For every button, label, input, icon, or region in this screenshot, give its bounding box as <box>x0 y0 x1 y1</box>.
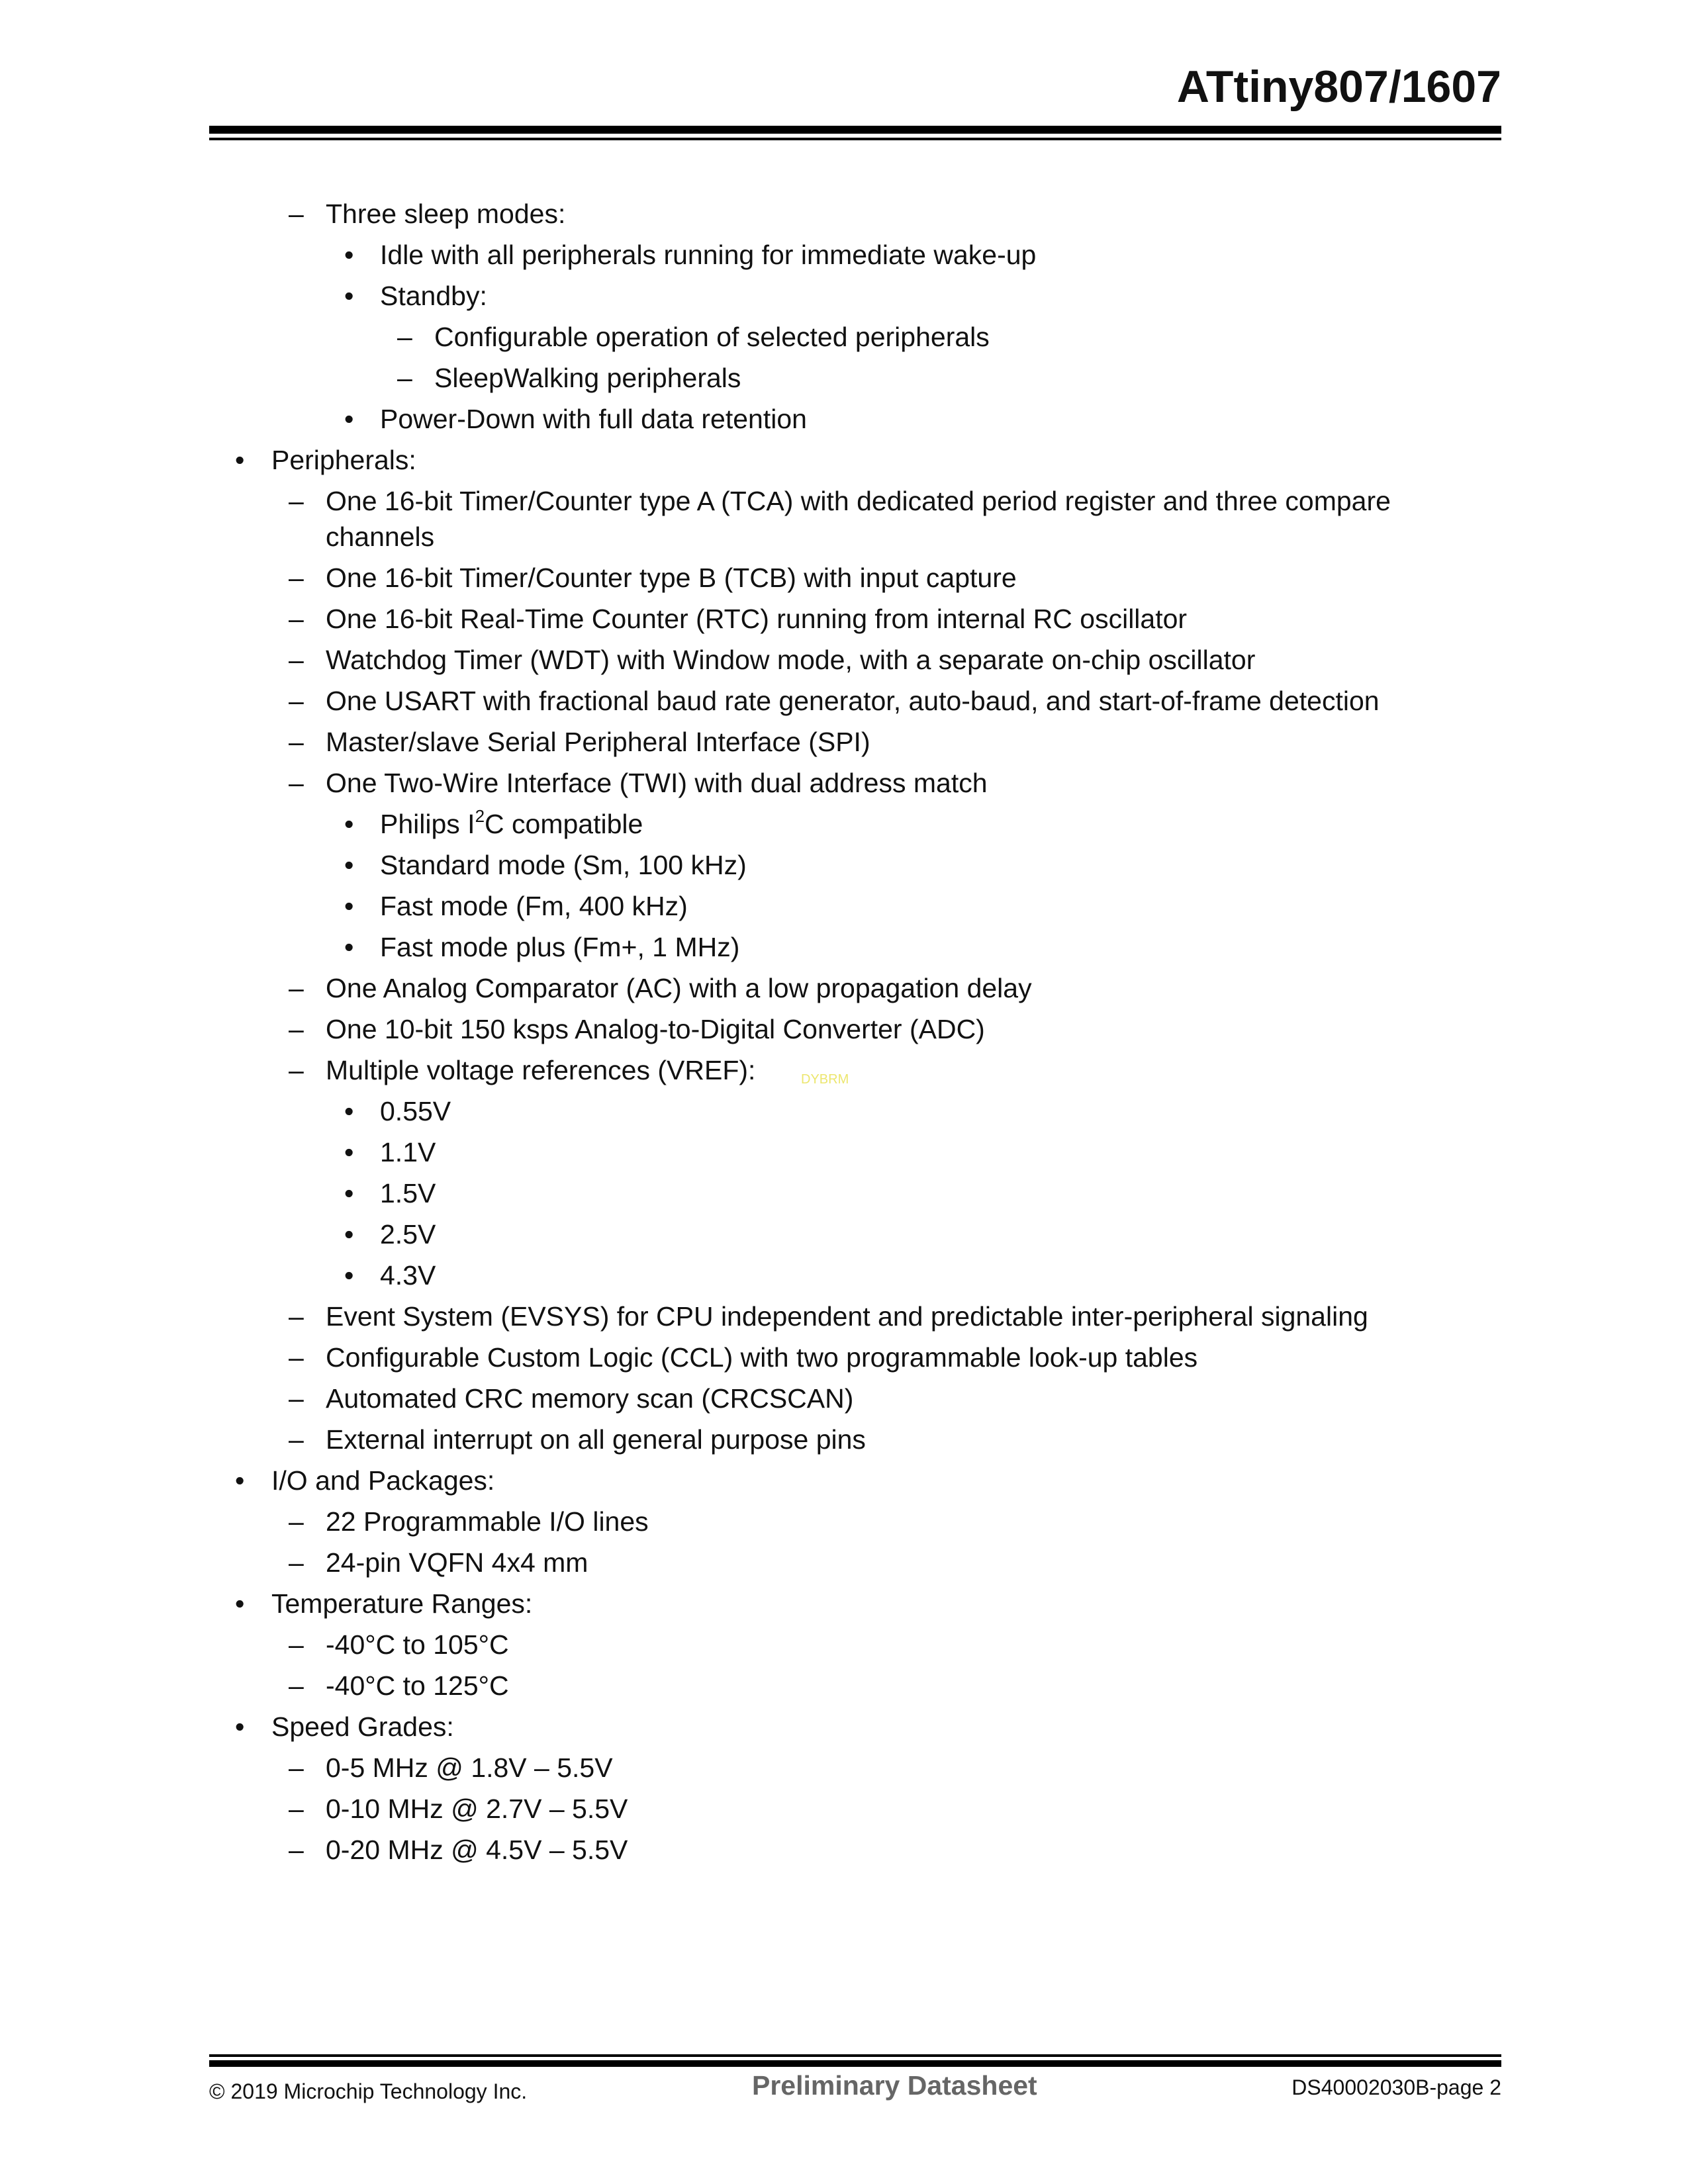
list-item <box>0 275 1688 316</box>
list-item-text: Event System (EVSYS) for CPU independent and predictable inter-peripheral signaling <box>326 1301 1368 1332</box>
list-item <box>0 803 1688 844</box>
list-item-text <box>380 803 643 844</box>
dash-icon: – <box>289 1835 304 1865</box>
list-item <box>0 1132 1688 1173</box>
list-item-text: Automated CRC memory scan (CRCSCAN) <box>326 1383 854 1414</box>
list-item <box>0 439 1688 480</box>
watermark-stamp: DYBRM <box>801 1072 849 1087</box>
list-item <box>0 1091 1688 1132</box>
superscript: 2 <box>475 806 485 827</box>
list-item <box>0 1296 1688 1337</box>
list-item <box>0 639 1688 680</box>
footer-status: Preliminary Datasheet <box>752 2070 1037 2101</box>
list-item-text: Fast mode (Fm, 400 kHz) <box>380 891 688 921</box>
list-item <box>0 598 1688 639</box>
list-item-text: Watchdog Timer (WDT) with Window mode, with a separate on-chip oscillator <box>326 645 1256 675</box>
bullet-icon: • <box>344 1178 354 1208</box>
bullet-icon: • <box>344 1260 354 1291</box>
list-item <box>0 1624 1688 1665</box>
footer-copyright: © 2019 Microchip Technology Inc. <box>209 2079 528 2103</box>
dash-icon: – <box>289 1424 304 1455</box>
bullet-icon: • <box>344 809 354 839</box>
document-title: ATtiny807/1607 <box>1176 62 1501 112</box>
list-item-text: 1.5V <box>380 1178 436 1208</box>
list-item-text: 22 Programmable I/O lines <box>326 1506 649 1537</box>
list-item <box>0 1009 1688 1050</box>
bullet-icon: • <box>235 1465 245 1496</box>
list-item <box>0 886 1688 927</box>
list-item-text: Standby: <box>380 281 487 311</box>
list-item <box>0 193 1688 234</box>
list-item-text: One Analog Comparator (AC) with a low propagation delay <box>326 973 1032 1003</box>
list-item <box>0 557 1688 598</box>
list-item-text: Master/slave Serial Peripheral Interface (SPI) <box>326 727 870 757</box>
list-item <box>0 1665 1688 1706</box>
list-item-text: SleepWalking peripherals <box>434 363 741 393</box>
list-item <box>0 1501 1688 1542</box>
footer-rule-thin <box>209 2054 1501 2057</box>
bullet-icon: • <box>344 891 354 921</box>
bullet-icon: • <box>344 1137 354 1167</box>
list-item <box>0 844 1688 886</box>
dash-icon: – <box>289 1014 304 1044</box>
list-item-text: One 16-bit Real-Time Counter (RTC) running from internal RC oscillator <box>326 604 1188 634</box>
dash-icon: – <box>289 645 304 675</box>
list-item <box>0 721 1688 762</box>
footer-rule-thick <box>209 2060 1501 2067</box>
list-item-text: 0-10 MHz @ 2.7V – 5.5V <box>326 1794 628 1824</box>
feature-list <box>0 193 1688 1870</box>
dash-icon: – <box>289 604 304 634</box>
list-item <box>0 680 1688 721</box>
list-item-text: Three sleep modes: <box>326 199 566 229</box>
bullet-icon: • <box>344 932 354 962</box>
list-item-text: External interrupt on all general purpose pins <box>326 1424 866 1455</box>
list-item <box>0 1542 1688 1583</box>
dash-icon: – <box>289 1506 304 1537</box>
dash-icon: – <box>289 768 304 798</box>
list-item-text: 0-5 MHz @ 1.8V – 5.5V <box>326 1752 613 1783</box>
dash-icon: – <box>289 563 304 593</box>
dash-icon: – <box>289 486 304 516</box>
list-item <box>0 1214 1688 1255</box>
dash-icon: – <box>289 1670 304 1701</box>
list-item <box>0 1255 1688 1296</box>
list-item-text-part: C compatible <box>485 809 643 839</box>
dash-icon: – <box>289 727 304 757</box>
list-item <box>0 1460 1688 1501</box>
list-item-text: I/O and Packages: <box>271 1465 495 1496</box>
list-item <box>0 398 1688 439</box>
list-item-text: One USART with fractional baud rate generator, auto-baud, and start-of-frame detection <box>326 686 1380 716</box>
dash-icon: – <box>289 1752 304 1783</box>
dash-icon: – <box>289 1342 304 1373</box>
bullet-icon: • <box>235 1711 245 1742</box>
bullet-icon: • <box>344 850 354 880</box>
list-item <box>0 480 1688 557</box>
list-item <box>0 1706 1688 1747</box>
list-item-text-part: Philips I <box>380 809 475 839</box>
list-item-text: Configurable operation of selected peripherals <box>434 322 990 352</box>
bullet-icon: • <box>344 1219 354 1250</box>
dash-icon: – <box>397 363 412 393</box>
header-rule-thick <box>209 126 1501 134</box>
list-item-text: One 16-bit Timer/Counter type B (TCB) with input capture <box>326 563 1017 593</box>
list-item-text: Power-Down with full data retention <box>380 404 807 434</box>
list-item <box>0 1337 1688 1378</box>
list-item <box>0 1829 1688 1870</box>
bullet-icon: • <box>235 1588 245 1619</box>
bullet-icon: • <box>344 1096 354 1126</box>
list-item-text: One 16-bit Timer/Counter type A (TCA) with dedicated period register and three compare channels <box>326 486 1391 552</box>
dash-icon: – <box>289 199 304 229</box>
list-item-text: 4.3V <box>380 1260 436 1291</box>
header-rule-thin <box>209 138 1501 140</box>
list-item <box>0 357 1688 398</box>
list-item-text: One Two-Wire Interface (TWI) with dual address match <box>326 768 988 798</box>
list-item-text: -40°C to 105°C <box>326 1629 509 1660</box>
list-item <box>0 316 1688 357</box>
list-item-text: Idle with all peripherals running for immediate wake-up <box>380 240 1037 270</box>
dash-icon: – <box>289 1383 304 1414</box>
list-item <box>0 1173 1688 1214</box>
list-item-text: One 10-bit 150 ksps Analog-to-Digital Converter (ADC) <box>326 1014 985 1044</box>
list-item <box>0 1378 1688 1419</box>
list-item-text: Multiple voltage references (VREF): <box>326 1055 756 1085</box>
list-item-text: 2.5V <box>380 1219 436 1250</box>
dash-icon: – <box>289 1547 304 1578</box>
dash-icon: – <box>289 1629 304 1660</box>
list-item-text: Configurable Custom Logic (CCL) with two programmable look-up tables <box>326 1342 1198 1373</box>
list-item <box>0 1419 1688 1460</box>
bullet-icon: • <box>344 240 354 270</box>
list-item-text: 0.55V <box>380 1096 451 1126</box>
list-item-text: 24-pin VQFN 4x4 mm <box>326 1547 588 1578</box>
dash-icon: – <box>289 1055 304 1085</box>
list-item-text: 1.1V <box>380 1137 436 1167</box>
dash-icon: – <box>289 973 304 1003</box>
list-item-text: Temperature Ranges: <box>271 1588 533 1619</box>
footer-doc-id: DS40002030B-page 2 <box>1291 2075 1501 2099</box>
bullet-icon: • <box>344 404 354 434</box>
dash-icon: – <box>289 1301 304 1332</box>
dash-icon: – <box>397 322 412 352</box>
list-item <box>0 968 1688 1009</box>
dash-icon: – <box>289 1794 304 1824</box>
list-item <box>0 927 1688 968</box>
list-item <box>0 234 1688 275</box>
list-item <box>0 1747 1688 1788</box>
dash-icon: – <box>289 686 304 716</box>
list-item-text: Peripherals: <box>271 445 416 475</box>
list-item-text: 0-20 MHz @ 4.5V – 5.5V <box>326 1835 628 1865</box>
list-item <box>0 1583 1688 1624</box>
list-item-text: Fast mode plus (Fm+, 1 MHz) <box>380 932 740 962</box>
list-item <box>0 1788 1688 1829</box>
list-item-text: -40°C to 125°C <box>326 1670 509 1701</box>
list-item-text: Speed Grades: <box>271 1711 454 1742</box>
list-item-text: Standard mode (Sm, 100 kHz) <box>380 850 747 880</box>
list-item <box>0 762 1688 803</box>
bullet-icon: • <box>344 281 354 311</box>
bullet-icon: • <box>235 445 245 475</box>
